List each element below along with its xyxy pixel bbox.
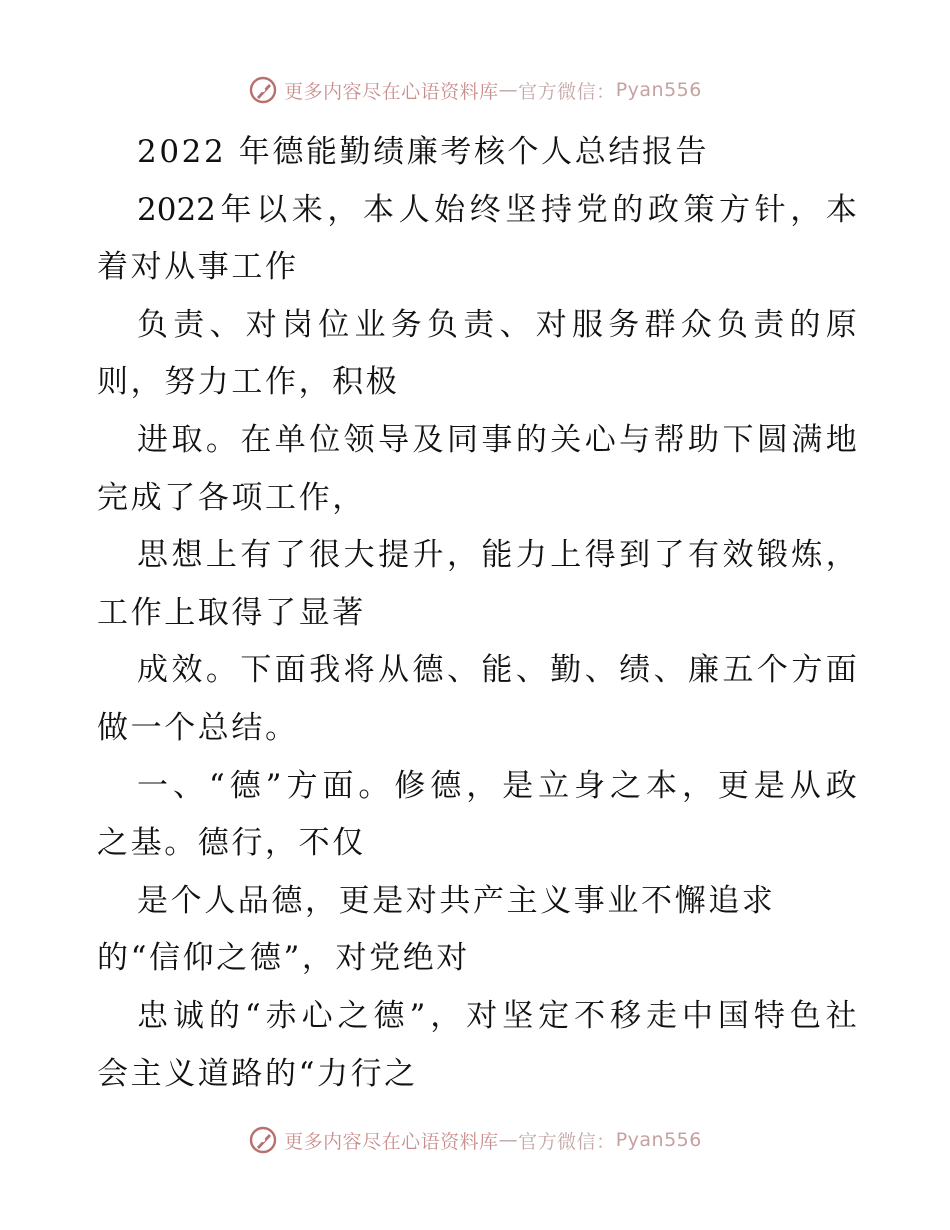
glyph: 得 — [584, 537, 616, 574]
glyph: 群 — [644, 306, 676, 343]
glyph: 方 — [286, 767, 318, 804]
glyph: 2022 — [137, 191, 216, 228]
watermark-label: 官方微信： — [518, 80, 616, 103]
glyph: 廉 — [688, 652, 719, 689]
glyph: 务 — [608, 306, 640, 343]
glyph: 个 — [756, 652, 788, 689]
glyph: 之 — [337, 997, 369, 1034]
glyph: 下 — [240, 652, 272, 689]
glyph: 国 — [717, 997, 749, 1034]
glyph: 位 — [309, 421, 341, 458]
watermark-handle: Pyan556 — [615, 1129, 702, 1151]
glyph: 、 — [653, 652, 685, 689]
paragraph-line — [97, 412, 857, 470]
paragraph-line: 着对从事工作 — [97, 249, 299, 286]
pen-nib-logo-icon — [248, 75, 278, 105]
glyph: ， — [466, 767, 498, 804]
glyph: 原 — [825, 306, 857, 343]
glyph: 圆 — [756, 421, 788, 458]
glyph: 对 — [245, 306, 277, 343]
glyph: 特 — [753, 997, 785, 1034]
glyph: 将 — [343, 652, 375, 689]
glyph: 更 — [717, 767, 749, 804]
glyph: 思 — [137, 537, 168, 574]
glyph: 立 — [538, 767, 570, 804]
glyph: 定 — [538, 997, 570, 1034]
glyph: 本 — [362, 191, 394, 228]
glyph: 、 — [515, 652, 547, 689]
glyph: 忠 — [137, 997, 168, 1034]
glyph: 服 — [572, 306, 603, 343]
glyph: 效 — [722, 537, 754, 574]
paragraph-line — [97, 297, 857, 355]
glyph: 了 — [274, 537, 306, 574]
glyph: 党 — [576, 191, 608, 228]
glyph: ， — [327, 191, 359, 228]
glyph: 五 — [722, 652, 754, 689]
glyph: 对 — [535, 306, 567, 343]
glyph: 了 — [653, 537, 685, 574]
glyph: 。 — [358, 767, 390, 804]
glyph: 对 — [466, 997, 498, 1034]
paragraph-line: 之基。德行，不仅 — [97, 825, 366, 862]
glyph: 绩 — [619, 652, 651, 689]
glyph: “ — [244, 997, 261, 1034]
glyph: 、 — [584, 652, 616, 689]
watermark-header — [0, 70, 950, 110]
glyph: 诚 — [172, 997, 204, 1034]
glyph: 面 — [322, 767, 354, 804]
glyph: 从 — [789, 767, 821, 804]
watermark-handle: Pyan556 — [615, 79, 702, 101]
glyph: ， — [446, 537, 478, 574]
glyph: 我 — [309, 652, 341, 689]
glyph: 位 — [318, 306, 350, 343]
glyph: 德 — [373, 997, 405, 1034]
glyph: 来 — [291, 191, 323, 228]
glyph: 众 — [680, 306, 712, 343]
glyph: 面 — [825, 652, 857, 689]
glyph: 负 — [137, 306, 168, 343]
paragraph-line: 的“信仰之德”，对党绝对 — [97, 940, 470, 977]
glyph: 的 — [208, 997, 240, 1034]
glyph: 责 — [173, 306, 205, 343]
glyph: 上 — [205, 537, 237, 574]
glyph: 的 — [612, 191, 644, 228]
glyph: ， — [790, 191, 822, 228]
glyph: ， — [825, 537, 857, 574]
glyph: 务 — [390, 306, 422, 343]
glyph: 、 — [172, 767, 204, 804]
glyph: 效 — [171, 652, 203, 689]
paragraph-line: 做一个总结。 — [97, 709, 299, 746]
glyph: 坚 — [505, 191, 537, 228]
glyph: 的 — [515, 421, 547, 458]
glyph: 中 — [681, 997, 713, 1034]
glyph: 锻 — [756, 537, 788, 574]
watermark-separator: — — [498, 1129, 519, 1151]
glyph: 成 — [137, 652, 168, 689]
glyph: 单 — [274, 421, 306, 458]
glyph: 一 — [137, 767, 168, 804]
glyph: 关 — [550, 421, 582, 458]
glyph: 在 — [240, 421, 272, 458]
glyph: 、 — [446, 652, 478, 689]
paragraph-line: 完成了各项工作， — [97, 479, 366, 516]
paragraph-line — [97, 527, 857, 585]
glyph: 修 — [394, 767, 426, 804]
glyph: ” — [265, 767, 282, 804]
glyph: 本 — [646, 767, 678, 804]
glyph: 同 — [446, 421, 478, 458]
glyph: 下 — [722, 421, 754, 458]
glyph: 导 — [378, 421, 410, 458]
document-body — [97, 124, 857, 1103]
glyph: 德 — [412, 652, 444, 689]
paragraph-line — [97, 988, 857, 1046]
glyph: 满 — [791, 421, 823, 458]
glyph: 负 — [427, 306, 458, 343]
glyph: 始 — [434, 191, 466, 228]
glyph: 进 — [137, 421, 168, 458]
glyph: 的 — [789, 306, 821, 343]
glyph: 业 — [354, 306, 386, 343]
glyph: 心 — [584, 421, 616, 458]
pen-nib-logo-icon — [248, 1125, 278, 1155]
glyph: 责 — [753, 306, 785, 343]
glyph: 针 — [754, 191, 786, 228]
glyph: 助 — [688, 421, 719, 458]
glyph: 能 — [481, 652, 513, 689]
glyph: 能 — [481, 537, 513, 574]
glyph: 及 — [412, 421, 444, 458]
glyph: 。 — [205, 652, 237, 689]
glyph: 上 — [550, 537, 582, 574]
glyph: 取 — [171, 421, 203, 458]
glyph: 。 — [205, 421, 237, 458]
glyph: 终 — [469, 191, 501, 228]
glyph: 是 — [753, 767, 785, 804]
glyph: 、 — [499, 306, 531, 343]
glyph: 方 — [791, 652, 823, 689]
glyph: 身 — [574, 767, 606, 804]
glyph: 是 — [502, 767, 534, 804]
paragraph-line — [97, 182, 857, 240]
paragraph-line — [97, 758, 857, 816]
glyph: 到 — [619, 537, 651, 574]
glyph: 方 — [719, 191, 751, 228]
glyph: 政 — [647, 191, 679, 228]
glyph: 德 — [229, 767, 261, 804]
glyph: 事 — [481, 421, 513, 458]
glyph: 以 — [256, 191, 288, 228]
glyph: 责 — [463, 306, 495, 343]
paragraph-line: 则，努力工作，积极 — [97, 364, 400, 401]
glyph: 升 — [412, 537, 444, 574]
glyph: 社 — [825, 997, 857, 1034]
glyph: ， — [681, 767, 713, 804]
glyph: 有 — [688, 537, 719, 574]
glyph: 负 — [717, 306, 748, 343]
glyph: 坚 — [502, 997, 534, 1034]
glyph: 持 — [541, 191, 572, 228]
glyph: 与 — [619, 421, 651, 458]
glyph: 领 — [343, 421, 375, 458]
glyph: 力 — [515, 537, 547, 574]
glyph: 很 — [309, 537, 341, 574]
watermark-brand: 更多内容尽在心语资料库 — [284, 80, 499, 103]
glyph: 有 — [240, 537, 272, 574]
glyph: 年 — [220, 191, 252, 228]
glyph: 岗 — [282, 306, 313, 343]
glyph: 政 — [825, 767, 857, 804]
paragraph-line: 工作上取得了显著 — [97, 594, 366, 631]
glyph: 勤 — [550, 652, 582, 689]
glyph: ” — [409, 997, 426, 1034]
glyph: “ — [208, 767, 225, 804]
glyph: 本 — [825, 191, 857, 228]
glyph: 走 — [646, 997, 678, 1034]
watermark-label: 官方微信： — [518, 1130, 616, 1153]
watermark-brand: 更多内容尽在心语资料库 — [284, 1130, 499, 1153]
glyph: 赤 — [265, 997, 297, 1034]
glyph: 德 — [430, 767, 462, 804]
glyph: 策 — [683, 191, 715, 228]
glyph: 、 — [209, 306, 241, 343]
watermark-footer — [0, 1120, 950, 1160]
watermark-separator: — — [498, 79, 519, 101]
glyph: 人 — [398, 191, 430, 228]
paragraph-line — [97, 642, 857, 700]
glyph: 想 — [171, 537, 203, 574]
glyph: 提 — [378, 537, 410, 574]
glyph: 色 — [789, 997, 821, 1034]
glyph: 大 — [343, 537, 375, 574]
document-title: 2022 年德能勤绩廉考核个人总结报告 — [137, 134, 710, 170]
glyph: 移 — [610, 997, 642, 1034]
glyph: 地 — [825, 421, 857, 458]
glyph: 之 — [610, 767, 642, 804]
glyph: 帮 — [653, 421, 685, 458]
glyph: 炼 — [791, 537, 823, 574]
paragraph-line: 是个人品德，更是对共产主义事业不懈追求 — [137, 882, 776, 919]
glyph: 从 — [378, 652, 410, 689]
glyph: 心 — [301, 997, 333, 1034]
glyph: 面 — [274, 652, 306, 689]
glyph: 不 — [574, 997, 606, 1034]
paragraph-line: 会主义道路的“力行之 — [97, 1055, 418, 1092]
glyph: ， — [430, 997, 462, 1034]
